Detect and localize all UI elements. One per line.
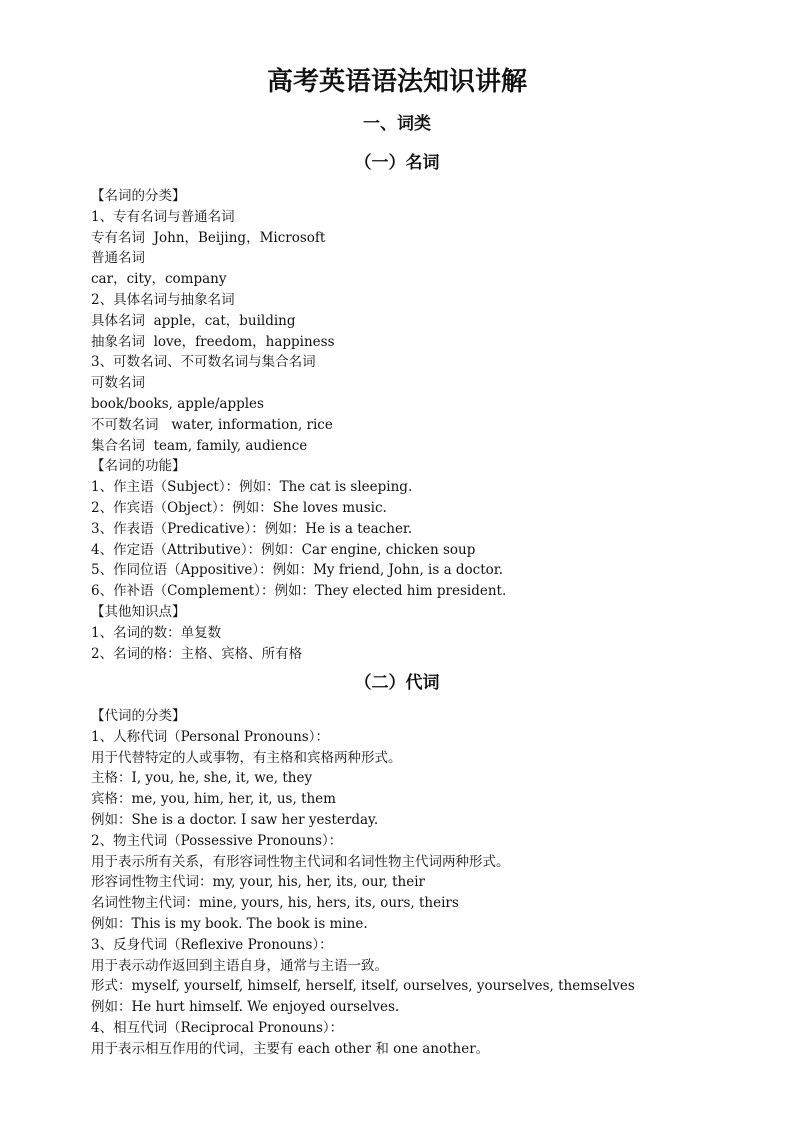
text-line: 1、名词的数：单复数: [91, 624, 222, 641]
text-line: 3、可数名词、不可数名词与集合名词: [91, 354, 316, 371]
section-heading-word-classes: 一、词类: [363, 114, 431, 134]
text-line: 1、专有名词与普通名词: [91, 208, 235, 225]
text-line: 名词性物主代词：mine, yours, his, hers, its, ours, theirs: [91, 895, 459, 912]
subheading-nouns: （一）名词: [354, 153, 440, 173]
text-line: 【名词的分类】: [91, 188, 186, 204]
text-line: 专有名词 John，Beijing，Microsoft: [91, 229, 326, 246]
text-line: 2、具体名词与抽象名词: [91, 291, 235, 308]
noun-section-body: [91, 186, 781, 664]
text-line: 1、人称代词（Personal Pronouns）：: [91, 728, 329, 745]
text-line: 宾格：me, you, him, her, it, us, them: [91, 791, 336, 808]
text-line: 2、名词的格：主格、宾格、所有格: [91, 645, 303, 662]
text-line: 不可数名词 water, information, rice: [91, 416, 333, 433]
text-line: 主格：I, you, he, she, it, we, they: [91, 770, 313, 787]
text-line: 5、作同位语（Appositive）：例如：My friend, John, is a doctor.: [91, 562, 504, 579]
document-title: 高考英语语法知识讲解: [266, 67, 527, 97]
text-line: 6、作补语（Complement）：例如：They elected him president.: [91, 583, 507, 600]
text-line: 3、作表语（Predicative）：例如：He is a teacher.: [91, 520, 413, 537]
text-line: 用于表示相互作用的代词，主要有 each other 和 one another。: [91, 1040, 490, 1057]
text-line: 【代词的分类】: [91, 708, 186, 724]
text-line: car，city，company: [91, 271, 227, 288]
text-line: 形式：myself, yourself, himself, herself, itself, ourselves, yourselves, themselves: [91, 978, 635, 995]
text-line: 用于表示所有关系，有形容词性物主代词和名词性物主代词两种形式。: [91, 853, 510, 870]
text-line: 抽象名词 love，freedom，happiness: [91, 333, 335, 350]
pronoun-section-body: [91, 706, 781, 1060]
text-line: 可数名词: [91, 375, 145, 392]
text-line: 用于表示动作返回到主语自身，通常与主语一致。: [91, 957, 388, 974]
text-line: 【名词的功能】: [91, 458, 186, 475]
text-line: 2、物主代词（Possessive Pronouns）：: [91, 832, 343, 849]
text-line: 【其他知识点】: [91, 603, 186, 620]
text-line: 集合名词 team, family, audience: [91, 437, 308, 454]
text-line: 例如：This is my book. The book is mine.: [91, 915, 368, 932]
text-line: 3、反身代词（Reflexive Pronouns）：: [91, 936, 333, 953]
text-line: 用于代替特定的人或事物，有主格和宾格两种形式。: [91, 749, 402, 766]
text-line: 普通名词: [91, 250, 145, 267]
text-line: 2、作宾语（Object）：例如：She loves music.: [91, 499, 387, 516]
text-line: 4、作定语（Attributive）：例如：Car engine, chicken soup: [91, 541, 476, 558]
text-line: book/books, apple/apples: [91, 395, 264, 412]
text-line: 例如：She is a doctor. I saw her yesterday.: [91, 811, 379, 828]
text-line: 例如：He hurt himself. We enjoyed ourselves.: [91, 999, 400, 1016]
text-line: 4、相互代词（Reciprocal Pronouns）：: [91, 1019, 344, 1036]
text-line: 具体名词 apple，cat，building: [91, 312, 296, 329]
subheading-pronouns: （二）代词: [354, 673, 440, 693]
text-line: 形容词性物主代词：my, your, his, her, its, our, their: [91, 874, 425, 891]
text-line: 1、作主语（Subject）：例如：The cat is sleeping.: [91, 479, 413, 496]
